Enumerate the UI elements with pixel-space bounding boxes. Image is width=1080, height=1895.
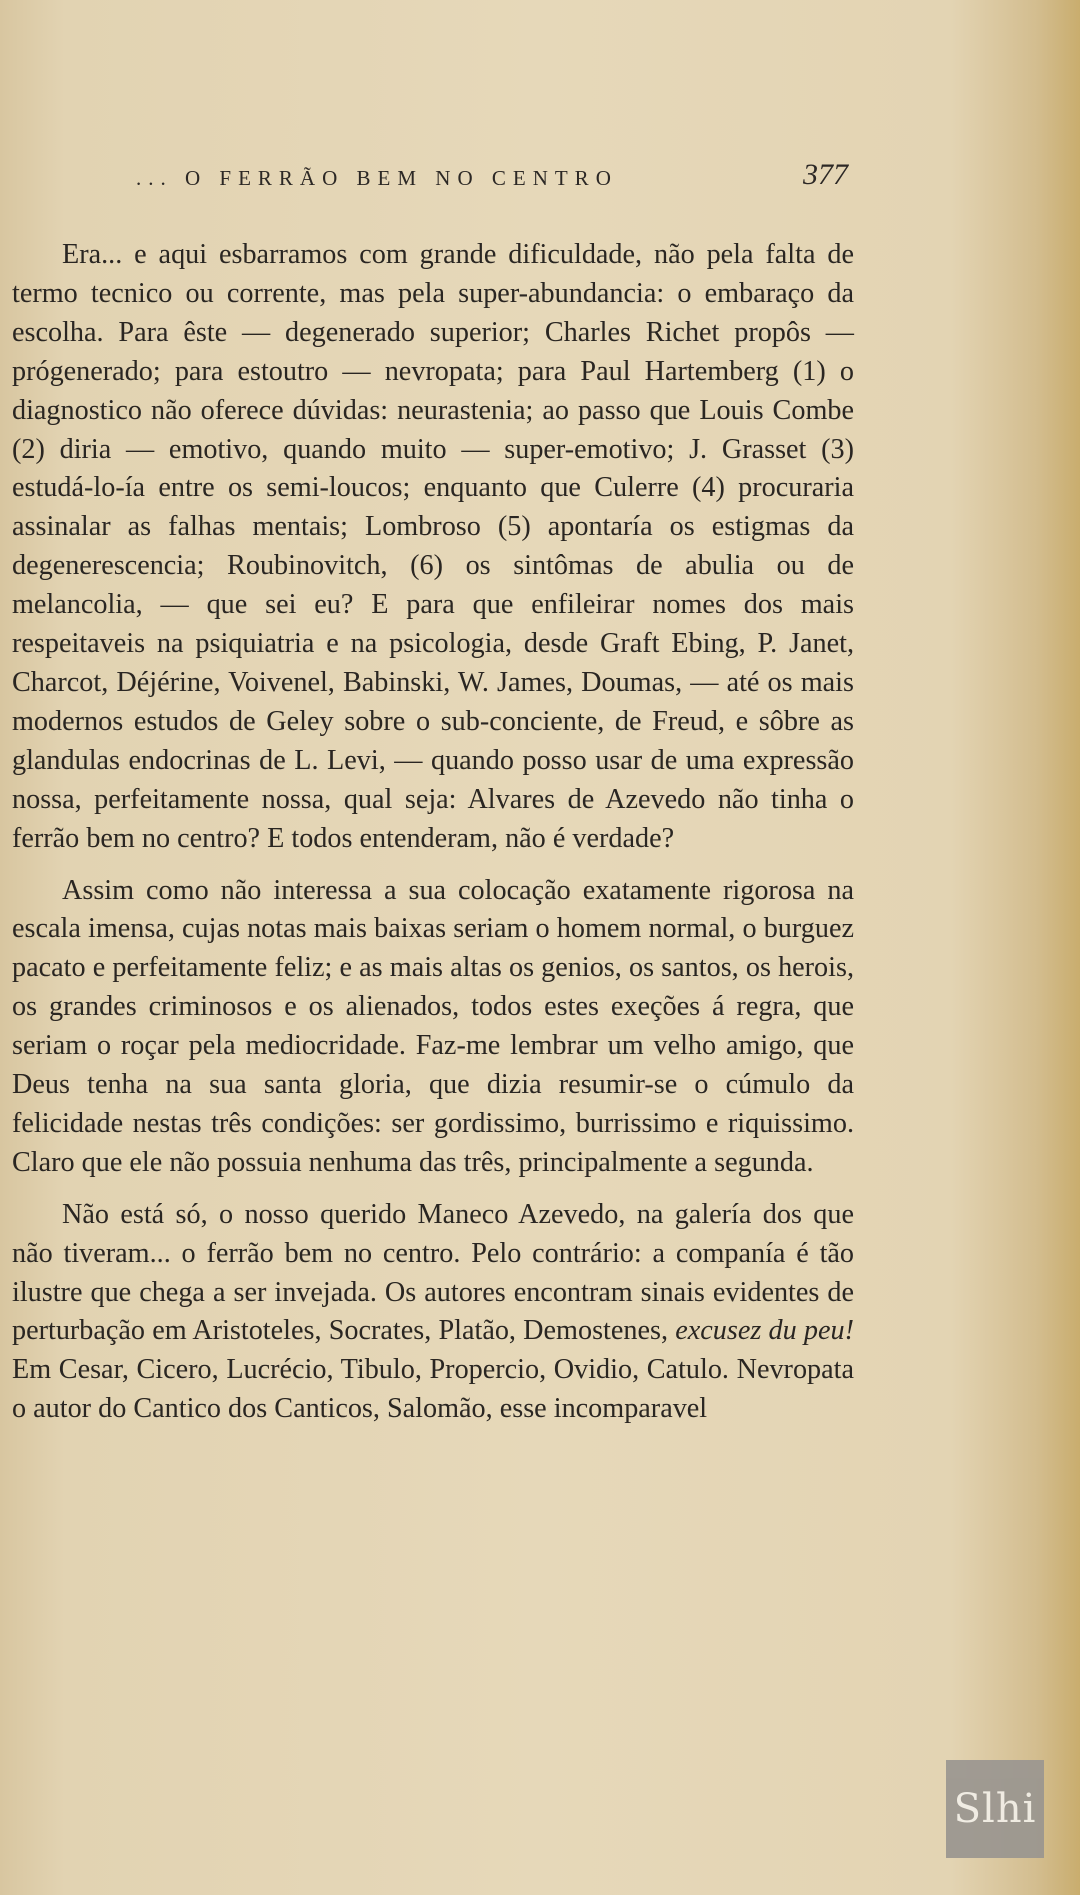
page-header xyxy=(136,158,848,198)
slhi-logo xyxy=(946,1760,1044,1858)
paragraph-1: Era... e aqui esbarramos com grande dificuldade, não pela falta de termo tecnico ou corrente, mas pela super-abundancia: o embaraço da escolha. Para êste — degenerado superior; Charles Richet propôs — prógenerado; para estoutro — nevropata; para Paul Hartemberg (1) o diagnostico não oferece dúvidas: neurastenia; ao passo que Louis Combe (2) diria — emotivo, quando muito — super-emotivo; J. Grasset (3) estudá-lo-ía entre os semi-loucos; enquanto que Culerre (4) procuraria assinalar as falhas mentais; Lombroso (5) apontaría os estigmas da degenerescencia; Roubinovitch, (6) os sintômas de abulia ou de melancolia, — que sei eu? E para que enfileirar nomes dos mais respeitaveis na psiquiatria e na psicologia, desde Graft Ebing, P. Janet, Charcot, Déjérine, Voivenel, Babinski, W. James, Doumas, — até os mais modernos estudos de Geley sobre o sub-conciente, de Freud, e sôbre as glandulas endocrinas de L. Levi, — quando posso usar de uma expressão nossa, perfeitamente nossa, qual seja: Alvares de Azevedo não tinha o ferrão bem no centro? E todos entenderam, não é verdade? xyxy=(12,239,854,854)
body-text xyxy=(12,236,854,1429)
paragraph-3-italic-phrase: excusez du peu! xyxy=(675,1315,854,1347)
paragraph-3-text-after: Em Cesar, Cicero, Lucrécio, Tibulo, Propercio, Ovidio, Catulo. Nevropata o autor do Cantico dos Canticos, Salomão, esse incomparavel xyxy=(12,1354,854,1425)
paragraph-3-text-before: Não está só, o nosso querido Maneco Azevedo, na galería dos que não tiveram... o ferrão bem no centro. Pelo contrário: a companía é tão ilustre que chega a ser invejada. Os autores encontram sinais evidentes de perturbação em Aristoteles, Socrates, Platão, Demostenes, xyxy=(12,1198,854,1347)
slhi-logo-text: Slhi xyxy=(953,1786,1037,1832)
running-head: ... O FERRÃO BEM NO CENTRO xyxy=(136,166,618,190)
paragraph-2: Assim como não interessa a sua colocação exatamente rigorosa na escala imensa, cujas notas mais baixas seriam o homem normal, o burguez pacato e perfeitamente feliz; e as mais altas os genios, os santos, os herois, os grandes criminosos e os alienados, todos estes exeções á regra, que seriam o roçar pela mediocridade. Faz-me lembrar um velho amigo, que Deus tenha na sua santa gloria, que dizia resumir-se o cúmulo da felicidade nestas três condições: ser gordissimo, burrissimo e riquissimo. Claro que ele não possuia nenhuma das três, principalmente a segunda. xyxy=(12,874,854,1178)
page-number: 377 xyxy=(803,158,848,191)
paragraph-3 xyxy=(12,1196,854,1429)
